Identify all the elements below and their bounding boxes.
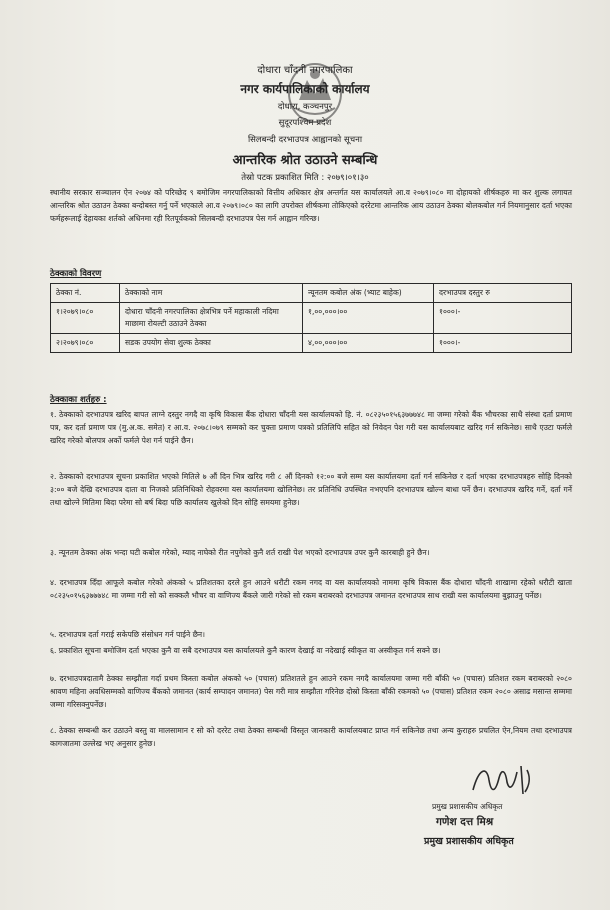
contract-table [50, 283, 572, 353]
condition-item: ५. दरभाउपत्र दर्ता गराई सकेपछि संसोधन गर्न पाईने छैन। [50, 630, 206, 639]
signature-role-top: प्रमुख प्रशासकीय अधिकृत [432, 802, 503, 811]
condition-item: ६. प्रकाशित सूचना बमोजिम दर्ता भएका कुनै वा सबै दरभाउपत्र यस कार्यालयले कुनै कारण देखाई वा नदेखाई स्वीकृत वा अस्वीकृत गर्न सक्ने छ। [50, 646, 441, 655]
header-address: दोधारा, कञ्चनपुर [277, 102, 333, 112]
table-row [51, 334, 572, 353]
table-header-cell: दरभाउपत्र दस्तुर रु [434, 284, 572, 303]
table-cell: २।२०७९।०८० [51, 334, 120, 353]
table-cell: सडक उपयोग सेवा शुल्क ठेक्का [120, 334, 303, 353]
condition-item: ७. दरभाउपत्रदातामै ठेक्का सम्झौता गर्दा प्रथम किस्ता कबोल अंकको ५० (पचास) प्रतिशतले हुन आउने रकम नगदै कार्यालयमा जम्मा गरी बाँकी ५० (पचास) प्रतिशत रकम बराबरको २०८० श्रावण महिना अवधिसम्मको वाणिज्य बैंकको जमानत (कार्य सम्पादन जमानत) पेस गरी मात्र सम्झौता गरिनेछ दोस्रो किस्ता बाँकी रकमको ५० (पचास) प्रतिशत रकम २०८० असाढ मसान्त सम्ममा जम्मा गरिसक्नुपर्नेछ। [50, 674, 572, 709]
publish-date: तेस्रो पटक प्रकाशित मिति : २०७९।०१।३० [241, 173, 369, 183]
table-cell: १०००।- [434, 303, 572, 334]
table-header-cell: ठेक्काको नाम [120, 284, 303, 303]
condition-item: ४. दरभाउपत्र दिँदा आफूले कबोल गरेको अंकको ५ प्रतिशतका दरले हुन आउने धरौटी रकम नगद वा यस कार्यालयको नाममा कृषि विकास बैंक दोधारा चाँदनी शाखामा रहेको धरौटी खाता ०८२३५०१५६३७७७४८ मा जम्मा गरी सो को सक्कलै भौचर वा वाणिज्य बैंकले जारी गरेको सो रकम बराबरको दरभाउपत्र जमानत दरभाउपत्र साथ राखी यस कार्यालयमा बुझाउनु पर्नेछ। [50, 578, 572, 600]
table-cell: १०००।- [434, 334, 572, 353]
table-cell: १।२०७९।०८० [51, 303, 120, 334]
condition-item: २. ठेक्काको दरभाउपत्र सूचना प्रकाशित भएको मितिले ७ औं दिन भित्र खरिद गरी ८ औं दिनको १२:०० बजे सम्म यस कार्यालयमा दर्ता गर्न सकिनेछ र दर्ता भएका दरभाउपत्रहरु सोहि दिनको ३:०० बजे देखि दरभाउपत्र दाता वा निजको प्रतिनिधिको रोहवरमा यस कार्यालयमा खोलिनेछ। तर प्रतिनिधि उपस्थित नभएपनि दरभाउपत्र खोल्न बाधा पर्ने छैन। दरभाउपत्र खरिद गर्ने, दर्ता गर्ने तथा खोल्ने मितिमा बिदा परेमा सो बर्ष बिदा पछि कार्यालय खुलेको दिन सोहि समयमा हुनेछ। [50, 472, 572, 507]
table-header-cell: ठेक्का नं. [51, 284, 120, 303]
intro-paragraph: स्थानीय सरकार सञ्चालन ऐन २०७४ को परिच्छेद ९ बमोजिम नगरपालिकाको वित्तीय अधिकार क्षेत्र अन्तर्गत यस कार्यालयले आ.व २०७९।०८० मा दोहायको शीर्षकहरु मा कर शुल्क लगायत आन्तरिक श्रोत उठाउन ठेक्का बन्दोबस्त गर्नु पर्ने भएकाले आ.व २०७९।०८० का लागि उपरोक्त शीर्षकमा तोकिएको दररेटमा आन्तरिक आय उठाउन ठेक्का बोलकबोल गर्न नियमानुसार दर्ता भएका फर्महरूलाई देहायका शर्तको अधिनमा रही रितपूर्वकको सिलबन्दी दरभाउपत्र पेस गर्न आह्वान गरिन्छ। [50, 188, 572, 223]
table-header-cell: न्यूनतम कबोल अंक (भ्याट बाहेक) [303, 284, 434, 303]
condition-item: १. ठेक्काको दरभाउपत्र खरिद बापत लाग्ने दस्तुर नगदै वा कृषि विकास बैंक दोधारा चाँदनी यस कार्यालयको हि. नं. ०८२३५०१५६३७७७४८ मा जम्मा गरेको बैंक भौचरका साथै संस्था दर्ता प्रमाण पत्र, कर दर्ता प्रमाण पत्र (मु.अ.क. समेत) र आ.व. २०७८।०७९ सम्मको कर चुक्ता प्रमाण पत्रको प्रतिलिपि सहित को निवेदन पेश गरी यस कार्यालयबाट खरिद गर्न सकिनेछ। साथै एउटा फर्मले खरिद गरेको बोलपत्र अर्को फर्मले पेश गर्न पाईने छैन। [50, 410, 572, 445]
signatory-name: गणेश दत्त मिश्र [436, 816, 494, 828]
header-province: सुदूरपश्चिम प्रदेश [278, 118, 332, 128]
notice-title: आन्तरिक श्रोत उठाउने सम्बन्धि [232, 153, 378, 168]
condition-item: ३. न्यूनतम ठेक्का अंक भन्दा घटी कबोल गरेको, म्याद नाघेको रीत नपुगेको कुनै शर्त राखी पेश भएको दरभाउपत्र उपर कुनै कारबाही हुने छैन। [50, 548, 430, 557]
table-header-row [51, 284, 572, 303]
contract-section-label: ठेक्काको विवरण [50, 269, 102, 279]
header-office: नगर कार्यपालिकाको कार्यालय [240, 82, 370, 96]
conditions-label: ठेक्काका शर्तहरु : [50, 395, 107, 405]
handwritten-signature-icon [465, 760, 535, 800]
notice-type: सिलबन्दी दरभाउपत्र आह्वानको सूचना [247, 135, 363, 145]
table-cell: १,००,०००।०० [303, 303, 434, 334]
table-cell: ४,००,०००।०० [303, 334, 434, 353]
header-municipality: दोधारा चाँदनी नगरपालिका [257, 65, 353, 76]
condition-item: ८. ठेक्का सम्बन्धी कर उठाउने बस्तु वा मालसामान र सो को दररेट तथा ठेक्का सम्बन्धी विस्तृत जानकारी कार्यालयबाट प्राप्त गर्न सकिनेछ तथा अन्य कुराहरु प्रचलित ऐन,नियम तथा दरभाउपत्र कागजातमा उल्लेख भए अनुसार हुनेछ। [50, 726, 572, 748]
signatory-role: प्रमुख प्रशासकीय अधिकृत [424, 836, 514, 847]
table-row [51, 303, 572, 334]
table-cell: दोधारा चाँदनी नगरपालिका क्षेत्रभित्र पर्ने महाकाली नदिमा माछामा रोयल्टी उठाउने ठेक्का [120, 303, 303, 334]
